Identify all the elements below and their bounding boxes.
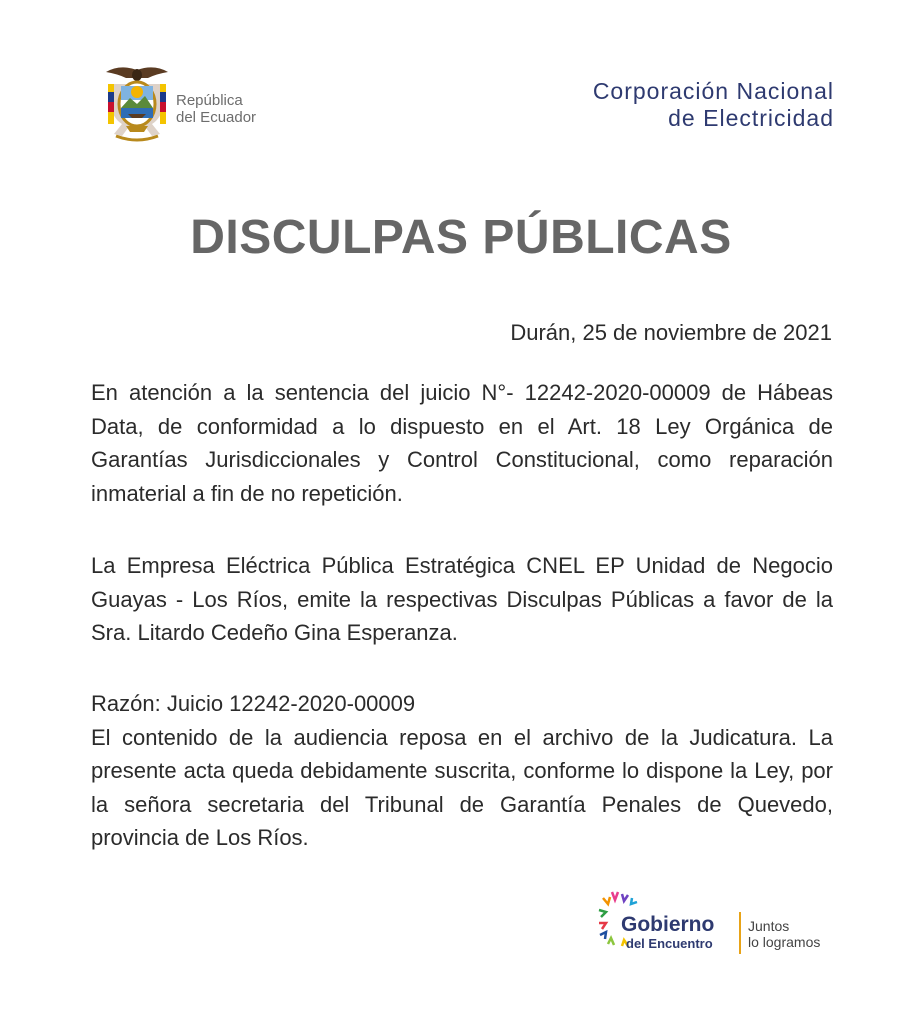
gob-line-2: del Encuentro: [626, 936, 713, 951]
gobierno-slogan: [748, 918, 820, 950]
republica-ecuador-logo: [100, 62, 300, 152]
gob-line-1: Gobierno: [621, 913, 715, 936]
gobierno-encuentro-logo: [598, 890, 838, 960]
slogan-line-1: Juntos: [748, 918, 790, 934]
footer-divider: [739, 912, 741, 954]
corp-line-1: Corporación Nacional: [592, 78, 834, 104]
corp-line-2: de Electricidad: [668, 105, 834, 131]
paragraph-2: La Empresa Eléctrica Pública Estratégica CNEL EP Unidad de Negocio Guayas - Los Ríos, emite la respectivas Disculpas Públicas a favor de la Sra. Litardo Cedeño Gina Esperanza.: [91, 553, 833, 645]
paragraph-1: En atención a la sentencia del juicio N°- 12242-2020-00009 de Hábeas Data, de conformidad a lo dispuesto en el Art. 18 Ley Orgánica de Garantías Jurisdiccionales y Control Constitucional, como reparación inmaterial a fin de no repetición.: [91, 380, 833, 506]
coat-of-arms-icon: [100, 62, 174, 144]
slogan-line-2: lo logramos: [748, 934, 821, 950]
razon-line: Razón: Juicio 12242-2020-00009: [91, 691, 416, 716]
paragraph-3: El contenido de la audiencia reposa en el archivo de la Judicatura. La presente acta queda debidamente suscrita, conforme lo dispone la Ley, por la señora secretaria del Tribunal de Garantía Penales de Quevedo, provincia de Los Ríos.: [91, 724, 833, 850]
gov-line-2: del Ecuador: [176, 109, 257, 126]
gov-line-1: República: [176, 92, 243, 109]
page-title: DISCULPAS PÚBLICAS: [190, 211, 732, 264]
corporacion-nacional-name: [593, 78, 834, 132]
gobierno-name: [621, 914, 714, 952]
document-date: Durán, 25 de noviembre de 2021: [510, 320, 832, 345]
republica-ecuador-name: [176, 92, 256, 126]
paragraph-3-block: [91, 687, 833, 855]
